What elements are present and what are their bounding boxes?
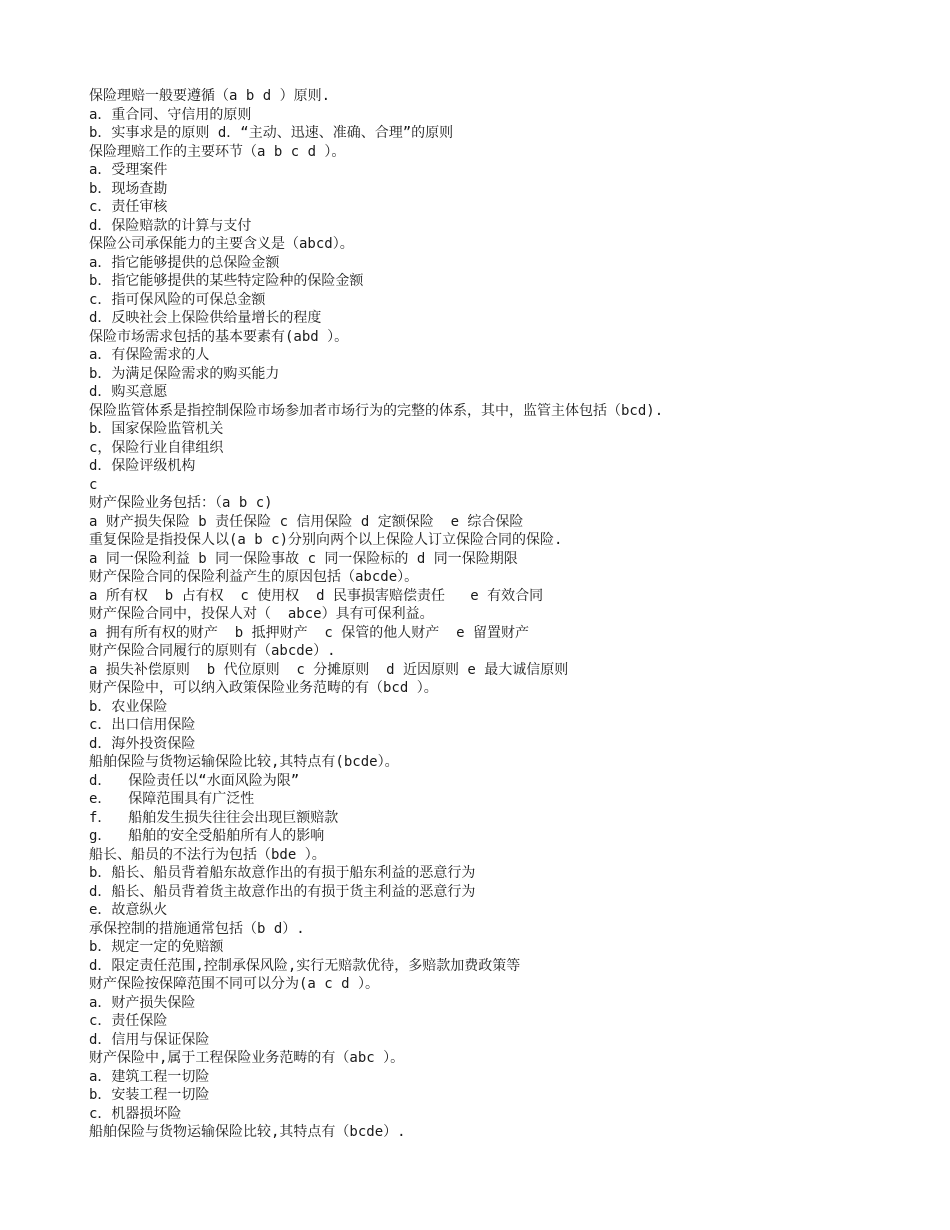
text-line: 财产保险合同履行的原则有（abcde）. — [89, 643, 336, 659]
text-line: b．现场查勘 — [89, 180, 168, 197]
text-line: b．国家保险监管机关 — [89, 421, 224, 437]
text-line: b．为满足保险需求的购买能力 — [89, 365, 280, 382]
text-line: 财产保险业务包括：（a b c) — [89, 495, 273, 511]
text-line: b．指它能够提供的某些特定险种的保险金额 — [89, 273, 364, 289]
text-line: b．规定一定的免赔额 — [89, 939, 224, 955]
text-line: a．受理案件 — [89, 162, 168, 178]
text-line: a．有保险需求的人 — [89, 347, 210, 363]
text-line: 船舶保险与货物运输保险比较,其特点有(bcde）。 — [89, 754, 399, 770]
text-line: 保险理赔工作的主要环节（a b c d ）。 — [89, 143, 346, 160]
text-line: c，保险行业自律组织 — [89, 439, 224, 456]
text-line: d．海外投资保险 — [89, 735, 196, 752]
text-line: 保险公司承保能力的主要含义是（abcd）。 — [89, 236, 354, 252]
text-line: d．反映社会上保险供给量增长的程度 — [89, 310, 322, 326]
text-line: e． 保障范围具有广泛性 — [89, 791, 255, 807]
text-line: b．安装工程一切险 — [89, 1087, 210, 1103]
text-line: c．指可保风险的可保总金额 — [89, 291, 266, 308]
text-line: a．重合同、守信用的原则 — [89, 106, 252, 123]
text-line: c．出口信用保险 — [89, 717, 196, 733]
text-line: b．船长、船员背着船东故意作出的有损于船东利益的恶意行为 — [89, 865, 476, 881]
text-line: c — [89, 476, 98, 493]
text-line: a．建筑工程一切险 — [89, 1068, 210, 1085]
text-line: a．财产损失保险 — [89, 994, 196, 1011]
text-line: 财产保险合同中，投保人对（ abce）具有可保利益。 — [89, 606, 434, 622]
text-line: c．责任审核 — [89, 199, 168, 215]
text-line: d．船长、船员背着货主故意作出的有损于货主利益的恶意行为 — [89, 883, 476, 900]
text-line: c．机器损坏险 — [89, 1105, 182, 1122]
text-line: d．信用与保证保险 — [89, 1031, 210, 1048]
text-line: 船长、船员的不法行为包括（bde ）。 — [89, 846, 326, 863]
document-page — [89, 87, 909, 1142]
text-line: 财产保险中，可以纳入政策保险业务范畴的有（bcd ）。 — [89, 680, 438, 696]
text-line: d．限定责任范围,控制承保风险,实行无赔款优待，多赔款加费政策等 — [89, 957, 521, 974]
text-line: 承保控制的措施通常包括（b d）. — [89, 920, 305, 937]
text-line: 保险理赔一般要遵循（a b d ）原则. — [89, 88, 331, 104]
text-line: e．故意纵火 — [89, 902, 168, 918]
text-line: d．购买意愿 — [89, 384, 168, 400]
text-line: a 所有权 b 占有权 c 使用权 d 民事损害赔偿责任 e 有效合同 — [89, 587, 544, 604]
text-line: g． 船舶的安全受船舶所有人的影响 — [89, 828, 325, 844]
text-line: a 财产损失保险 b 责任保险 c 信用保险 d 定额保险 e 综合保险 — [89, 513, 524, 530]
text-line: a 拥有所有权的财产 b 抵押财产 c 保管的他人财产 e 留置财产 — [89, 624, 530, 641]
text-line: f． 船舶发生损失往往会出现巨额赔款 — [89, 809, 339, 826]
text-line: 财产保险合同的保险利益产生的原因包括（abcde）。 — [89, 569, 419, 585]
text-line: 保险市场需求包括的基本要素有(abd ）。 — [89, 328, 349, 345]
text-line: b．实事求是的原则 d．“主动、迅速、准确、合理”的原则 — [89, 125, 454, 141]
text-line: d．保险赔款的计算与支付 — [89, 217, 252, 234]
text-line: b．农业保险 — [89, 698, 168, 715]
text-line: 保险监管体系是指控制保险市场参加者市场行为的完整的体系，其中，监管主体包括（bcd). — [89, 402, 664, 419]
text-line: a．指它能够提供的总保险金额 — [89, 254, 280, 271]
text-line: 财产保险中,属于工程保险业务范畴的有（abc ）。 — [89, 1050, 405, 1066]
text-line: 船舶保险与货物运输保险比较,其特点有（bcde）. — [89, 1124, 406, 1140]
text-line: a 损失补偿原则 b 代位原则 c 分摊原则 d 近因原则 e 最大诚信原则 — [89, 661, 569, 678]
text-line: d．保险评级机构 — [89, 458, 196, 474]
text-line: d． 保险责任以“水面风险为限” — [89, 772, 300, 789]
text-line: c．责任保险 — [89, 1013, 168, 1029]
text-line: 财产保险按保障范围不同可以分为(a c d ）。 — [89, 976, 379, 992]
text-line: 重复保险是指投保人以(a b c)分别向两个以上保险人订立保险合同的保险. — [89, 532, 563, 548]
text-line: a 同一保险利益 b 同一保险事故 c 同一保险标的 d 同一保险期限 — [89, 550, 518, 567]
